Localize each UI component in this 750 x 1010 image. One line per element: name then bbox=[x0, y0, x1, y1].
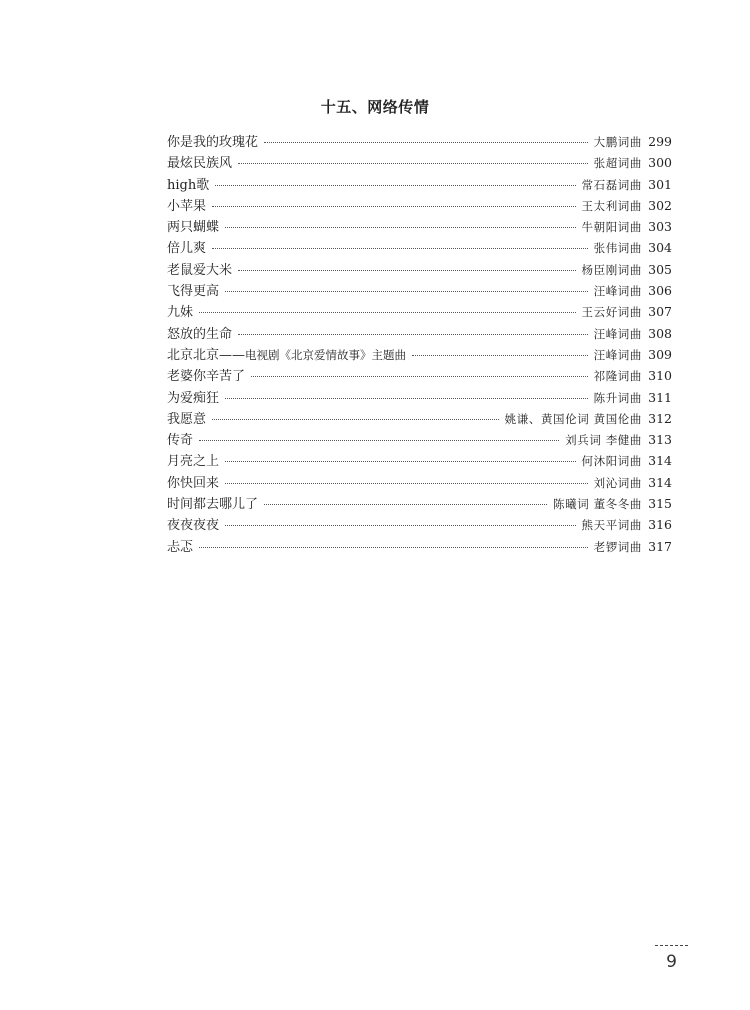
song-title-subtitle: 电视剧《北京爱情故事》主题曲 bbox=[245, 347, 407, 362]
dot-leader bbox=[238, 163, 588, 164]
credit: 刘兵词 李健曲 bbox=[565, 433, 642, 448]
credit: 汪峰词曲 bbox=[593, 347, 642, 362]
page-ref: 317 bbox=[648, 538, 672, 554]
folio-divider bbox=[655, 945, 688, 946]
dot-leader bbox=[199, 312, 575, 313]
dot-leader bbox=[212, 248, 588, 249]
dot-leader bbox=[412, 355, 588, 356]
page-ref: 307 bbox=[648, 304, 672, 320]
song-title bbox=[167, 429, 193, 448]
dot-leader bbox=[251, 376, 588, 377]
toc-entry bbox=[167, 216, 672, 237]
song-title bbox=[167, 152, 232, 171]
page-ref: 299 bbox=[648, 134, 672, 149]
song-title-main: 你快回来 bbox=[167, 475, 220, 491]
song-title-main: 最炫民族风 bbox=[167, 156, 233, 172]
page-number: 9 bbox=[666, 952, 677, 972]
page-ref: 304 bbox=[648, 240, 672, 256]
song-title bbox=[167, 450, 219, 469]
toc-entry bbox=[167, 152, 672, 173]
page-ref: 302 bbox=[648, 197, 672, 213]
song-title bbox=[167, 323, 232, 342]
page-ref: 313 bbox=[648, 432, 672, 448]
page-ref: 306 bbox=[648, 283, 672, 299]
song-title bbox=[167, 301, 193, 320]
credit: 张伟词曲 bbox=[593, 241, 642, 256]
song-title-main: 倍儿爽 bbox=[167, 241, 207, 257]
toc-entry bbox=[167, 408, 672, 429]
credit: 陈升词曲 bbox=[593, 390, 642, 405]
section-title: 十五、网络传情 bbox=[320, 98, 430, 116]
song-title bbox=[167, 259, 232, 278]
dot-leader bbox=[225, 483, 588, 484]
page-ref: 303 bbox=[648, 219, 672, 235]
song-title bbox=[167, 216, 219, 235]
dot-leader bbox=[199, 440, 559, 441]
song-title-main: 两只蝴蝶 bbox=[167, 220, 220, 236]
song-title bbox=[167, 536, 193, 555]
page-ref: 312 bbox=[648, 410, 672, 426]
toc-entry bbox=[167, 365, 672, 386]
toc-entry bbox=[167, 237, 672, 258]
toc-entry bbox=[167, 259, 672, 280]
dot-leader bbox=[212, 419, 499, 420]
song-title-main: 你是我的玫瑰花 bbox=[167, 135, 259, 150]
toc-entry bbox=[167, 195, 672, 216]
credit: 张超词曲 bbox=[593, 156, 642, 171]
page-ref: 315 bbox=[648, 496, 672, 512]
dot-leader bbox=[215, 185, 575, 186]
page-ref: 310 bbox=[648, 368, 672, 384]
song-title bbox=[167, 514, 219, 533]
song-title bbox=[167, 344, 406, 363]
song-title-main: 夜夜夜夜 bbox=[167, 518, 220, 534]
song-title-main: 为爱痴狂 bbox=[167, 390, 220, 406]
toc-entry bbox=[167, 387, 672, 408]
song-title bbox=[167, 280, 219, 299]
toc-entry bbox=[167, 301, 672, 322]
song-title bbox=[167, 408, 206, 427]
song-title-main: 我愿意 bbox=[167, 411, 207, 427]
page-ref: 308 bbox=[648, 325, 672, 341]
song-title-main: 九妹 bbox=[167, 305, 194, 321]
song-title bbox=[167, 365, 245, 384]
toc-entry bbox=[167, 450, 672, 471]
credit: 姚谦、黄国伦词 黄国伦曲 bbox=[504, 411, 642, 426]
credit: 刘沁词曲 bbox=[593, 475, 642, 490]
credit: 祁隆词曲 bbox=[593, 369, 642, 384]
song-title-main: 传奇 bbox=[167, 433, 194, 449]
dot-leader bbox=[225, 227, 575, 228]
credit: 汪峰词曲 bbox=[593, 284, 642, 299]
song-title bbox=[167, 195, 206, 214]
page-ref: 314 bbox=[648, 474, 672, 490]
song-title-main: high歌 bbox=[167, 177, 210, 193]
song-title bbox=[167, 493, 258, 512]
dot-leader bbox=[225, 461, 575, 462]
credit: 何沐阳词曲 bbox=[581, 454, 642, 469]
song-title bbox=[167, 174, 209, 193]
credit: 牛朝阳词曲 bbox=[581, 220, 642, 235]
credit: 汪峰词曲 bbox=[593, 326, 642, 341]
toc-entry bbox=[167, 323, 672, 344]
toc-entry bbox=[167, 472, 672, 493]
credit: 大鹏词曲 bbox=[593, 135, 642, 149]
toc-entry bbox=[167, 429, 672, 450]
toc-entry bbox=[167, 344, 672, 365]
page-ref: 311 bbox=[648, 389, 672, 405]
dot-leader bbox=[225, 291, 588, 292]
song-title-main: 月亮之上 bbox=[167, 454, 220, 470]
dot-leader bbox=[212, 206, 575, 207]
credit: 陈曦词 董冬冬曲 bbox=[553, 497, 642, 512]
song-title-main: 时间都去哪儿了 bbox=[167, 497, 259, 513]
toc-entry bbox=[167, 493, 672, 514]
song-title-main: 怒放的生命 bbox=[167, 326, 233, 342]
song-title-main: 飞得更高 bbox=[167, 284, 220, 300]
credit: 常石磊词曲 bbox=[581, 177, 642, 192]
song-title bbox=[167, 472, 219, 491]
song-title-main: 老婆你辛苦了 bbox=[167, 369, 246, 385]
dot-leader bbox=[225, 398, 588, 399]
dot-leader bbox=[225, 525, 575, 526]
song-title bbox=[167, 387, 219, 406]
page-ref: 300 bbox=[648, 155, 672, 171]
page-ref: 309 bbox=[648, 346, 672, 362]
song-title-main: 老鼠爱大米 bbox=[167, 262, 233, 278]
dot-leader bbox=[264, 142, 588, 143]
page-ref: 301 bbox=[648, 176, 672, 192]
credit: 王太利词曲 bbox=[581, 198, 642, 213]
dot-leader bbox=[238, 270, 575, 271]
page-ref: 314 bbox=[648, 453, 672, 469]
toc-entry bbox=[167, 514, 672, 535]
credit: 老锣词曲 bbox=[593, 539, 642, 554]
dot-leader bbox=[238, 334, 588, 335]
dot-leader bbox=[264, 504, 547, 505]
toc-entry bbox=[167, 280, 672, 301]
credit: 熊天平词曲 bbox=[581, 518, 642, 533]
toc-entry bbox=[167, 174, 672, 195]
credit: 杨臣刚词曲 bbox=[581, 262, 642, 277]
page-ref: 305 bbox=[648, 261, 672, 277]
song-title-main: 北京北京—— bbox=[167, 347, 246, 363]
toc-entry bbox=[167, 536, 672, 557]
page-ref: 316 bbox=[648, 517, 672, 533]
credit: 王云好词曲 bbox=[581, 305, 642, 320]
song-title bbox=[167, 237, 206, 256]
dot-leader bbox=[199, 547, 588, 548]
song-title-main: 忐忑 bbox=[167, 539, 194, 555]
table-of-contents bbox=[167, 131, 672, 557]
toc-entry bbox=[167, 131, 672, 152]
song-title-main: 小苹果 bbox=[167, 198, 207, 214]
song-title bbox=[167, 131, 258, 150]
